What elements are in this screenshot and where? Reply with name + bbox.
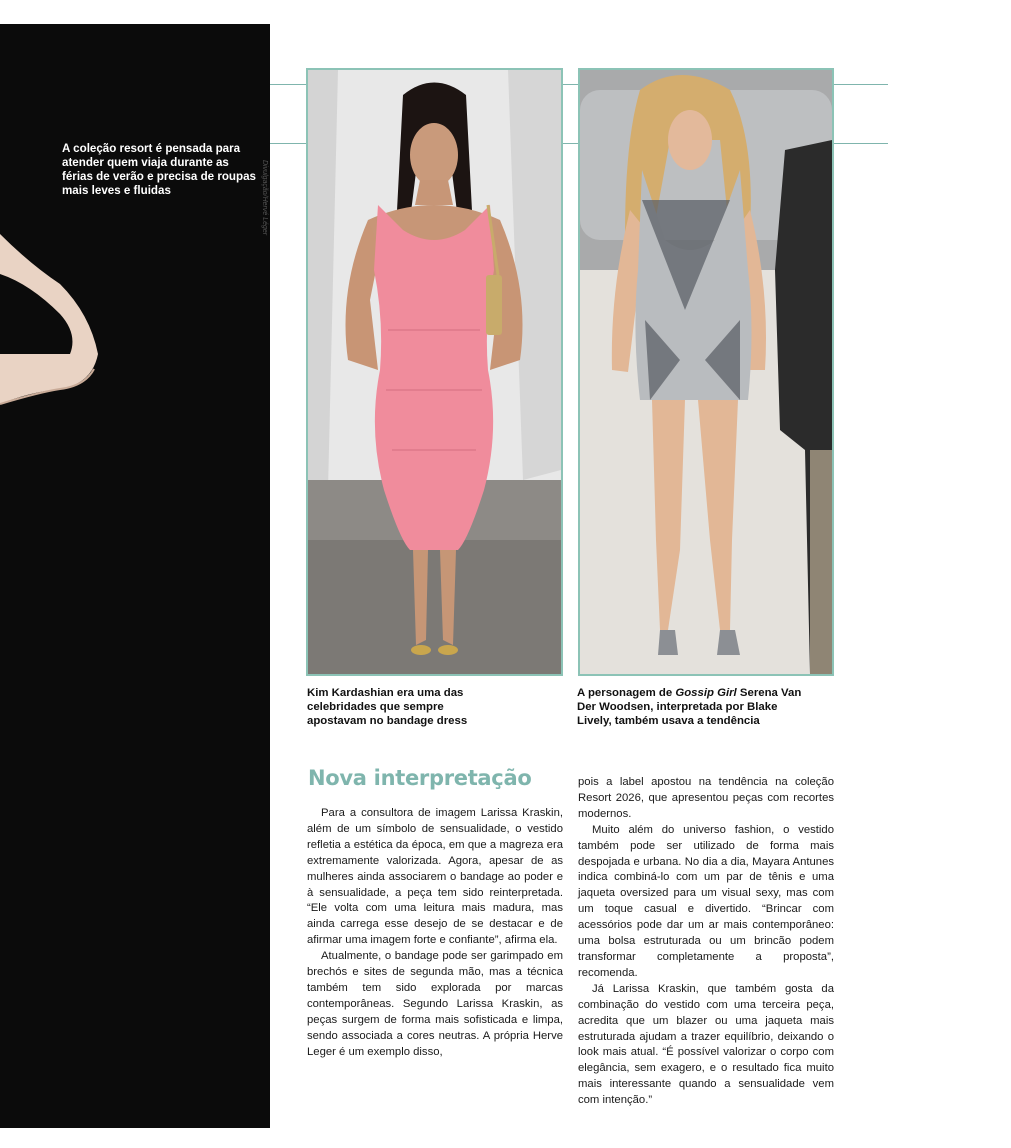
photo-blake-lively	[578, 68, 834, 676]
caption-blake-post: Serena Van Der Woodsen, interpretada por Blake Lively, também usava a tendência	[577, 687, 802, 727]
col1-paragraph-1: Para a consultora de imagem Larissa Kraskin, além de um símbolo de sensualidade, o vestido refletia a estética da época, em que a magreza era extremamente valorizada. Agora, apesar de as mulheres ainda associarem o bandage ao poder e à sensualidade, a peça tem sido reinterpretada. “Ele volta com uma leitura mais madura, mas ainda carrega esse desejo de se destacar e de afirmar uma imagem forte e confiante”, afirma ela.	[307, 807, 563, 947]
col1-paragraph-2: Atualmente, o bandage pode ser garimpado em brechós e sites de segunda mão, mas a técnica também tem sido explorada por marcas contemporâneas. Segundo Larissa Kraskin, as peças surgem de forma mais sofisticada e limpa, sendo associada a cores neutras. A própria Herve Leger é um exemplo disso,	[307, 950, 563, 1058]
left-photo-panel	[0, 24, 270, 1128]
caption-blake	[577, 686, 809, 728]
caption-kim: Kim Kardashian era uma das celebridades que sempre apostavam no bandage dress	[307, 687, 468, 727]
rule-left-top	[270, 84, 306, 85]
photo-credit: Divulgação/Hervé Léger	[261, 160, 268, 236]
photo-kim-kardashian	[306, 68, 563, 676]
col2-paragraph-2: Muito além do universo fashion, o vestido também pode ser utilizado de forma mais despojada e urbana. No dia a dia, Mayara Antunes indica combiná-lo com um par de tênis e uma jaqueta oversized para um visual sexy, mas com um toque casual e divertido. “Brincar com acessórios pode dar um ar mais contemporâneo: uma bolsa estruturada ou um brincão podem transformar completamente a proposta”, recomenda.	[578, 823, 834, 979]
col2-paragraph-3: Já Larissa Kraskin, que também gosta da combinação do vestido com uma terceira peça, acredita que um blazer ou uma jaqueta mais estruturada ajudam a trazer equilíbrio, deixando o look mais atual. “É possível valorizar o corpo com elegância, sem exagero, e o resultado fica muito mais interessante quando a sensualidade vem com intenção.”	[578, 982, 834, 1107]
rule-right-top	[834, 84, 888, 85]
rule-left-bottom	[270, 143, 306, 144]
article-column-1	[307, 806, 563, 1061]
caption-blake-pre: A personagem de	[577, 687, 676, 699]
rule-mid-bottom	[562, 143, 578, 144]
article-column-2	[578, 775, 834, 1109]
col2-paragraph-1: pois a label apostou na tendência na coleção Resort 2026, que apresentou peças com recortes modernos.	[578, 776, 834, 820]
left-panel-caption: A coleção resort é pensada para atender quem viaja durante as férias de verão e precisa de roupas mais leves e fluidas	[62, 142, 256, 197]
rule-right-bottom	[834, 143, 888, 144]
section-heading: Nova interpretação	[308, 766, 532, 790]
rule-mid-top	[562, 84, 578, 85]
caption-blake-italic: Gossip Girl	[675, 687, 737, 699]
model-arm-silhouette	[0, 204, 140, 444]
